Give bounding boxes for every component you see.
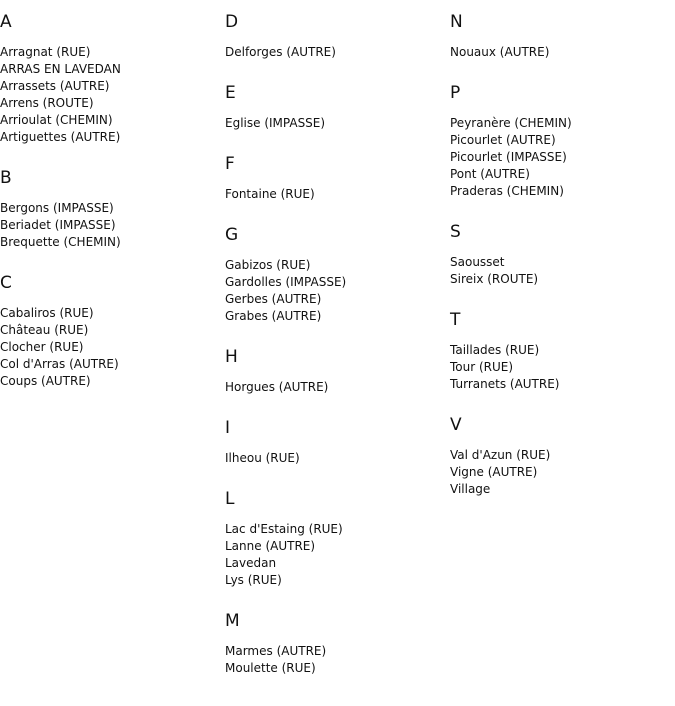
street-link[interactable]: Marmes (AUTRE) — [225, 644, 327, 658]
street-list — [450, 115, 670, 200]
street-link[interactable]: Turranets (AUTRE) — [450, 377, 560, 391]
letter-group — [225, 344, 445, 396]
street-link[interactable]: Picourlet (AUTRE) — [450, 133, 556, 147]
street-link[interactable]: Horgues (AUTRE) — [225, 380, 329, 394]
letter-heading: L — [225, 489, 235, 509]
street-list — [225, 44, 445, 61]
street-link[interactable]: Lanne (AUTRE) — [225, 539, 316, 553]
street-link[interactable]: Artiguettes (AUTRE) — [0, 130, 121, 144]
letter-heading: V — [450, 415, 462, 435]
index-column-1 — [0, 9, 220, 409]
letter-group — [225, 608, 445, 677]
letter-heading: T — [450, 310, 461, 330]
letter-heading: A — [0, 12, 12, 32]
street-link[interactable]: Fontaine (RUE) — [225, 187, 315, 201]
letter-group — [225, 9, 445, 61]
letter-group — [450, 80, 670, 200]
letter-group — [225, 80, 445, 132]
letter-group — [0, 270, 220, 390]
street-list — [225, 450, 445, 467]
letter-heading: H — [225, 347, 238, 367]
street-link[interactable]: Arragnat (RUE) — [0, 45, 91, 59]
street-list — [225, 257, 445, 325]
letter-heading: C — [0, 273, 12, 293]
street-list — [0, 305, 220, 390]
letter-group — [225, 415, 445, 467]
street-link[interactable]: Praderas (CHEMIN) — [450, 184, 564, 198]
street-link[interactable]: Village — [450, 482, 491, 496]
letter-heading: G — [225, 225, 239, 245]
street-list — [450, 447, 670, 498]
letter-group — [450, 412, 670, 498]
street-link[interactable]: ARRAS EN LAVEDAN — [0, 62, 121, 76]
street-link[interactable]: Grabes (AUTRE) — [225, 309, 322, 323]
street-link[interactable]: Eglise (IMPASSE) — [225, 116, 326, 130]
street-link[interactable]: Lac d'Estaing (RUE) — [225, 522, 343, 536]
street-link[interactable]: Château (RUE) — [0, 323, 89, 337]
street-link[interactable]: Col d'Arras (AUTRE) — [0, 357, 119, 371]
letter-group — [225, 151, 445, 203]
street-link[interactable]: Vigne (AUTRE) — [450, 465, 538, 479]
index-column-2 — [225, 9, 445, 696]
street-link[interactable]: Saousset — [450, 255, 505, 269]
street-list — [225, 115, 445, 132]
street-list — [0, 44, 220, 146]
street-list — [225, 379, 445, 396]
street-link[interactable]: Brequette (CHEMIN) — [0, 235, 121, 249]
street-list — [450, 44, 670, 61]
street-link[interactable]: Arrens (ROUTE) — [0, 96, 94, 110]
street-link[interactable]: Beriadet (IMPASSE) — [0, 218, 116, 232]
street-link[interactable]: Bergons (IMPASSE) — [0, 201, 114, 215]
street-link[interactable]: Ilheou (RUE) — [225, 451, 300, 465]
street-link[interactable]: Lavedan — [225, 556, 277, 570]
street-link[interactable]: Tour (RUE) — [450, 360, 514, 374]
letter-heading: B — [0, 168, 12, 188]
street-link[interactable]: Pont (AUTRE) — [450, 167, 530, 181]
letter-heading: F — [225, 154, 235, 174]
street-list — [225, 643, 445, 677]
street-link[interactable]: Picourlet (IMPASSE) — [450, 150, 567, 164]
street-link[interactable]: Delforges (AUTRE) — [225, 45, 336, 59]
street-link[interactable]: Arrioulat (CHEMIN) — [0, 113, 113, 127]
street-link[interactable]: Gabizos (RUE) — [225, 258, 311, 272]
letter-heading: D — [225, 12, 239, 32]
street-list — [0, 200, 220, 251]
street-link[interactable]: Taillades (RUE) — [450, 343, 540, 357]
street-list — [450, 342, 670, 393]
street-link[interactable]: Peyranère (CHEMIN) — [450, 116, 572, 130]
street-list — [225, 186, 445, 203]
index-column-3 — [450, 9, 670, 517]
street-link[interactable]: Sireix (ROUTE) — [450, 272, 539, 286]
letter-group — [225, 486, 445, 589]
street-link[interactable]: Moulette (RUE) — [225, 661, 316, 675]
street-list — [225, 521, 445, 589]
letter-heading: S — [450, 222, 461, 242]
street-link[interactable]: Clocher (RUE) — [0, 340, 84, 354]
letter-group — [0, 9, 220, 146]
letter-group — [450, 307, 670, 393]
street-list — [450, 254, 670, 288]
street-link[interactable]: Gardolles (IMPASSE) — [225, 275, 347, 289]
letter-heading: N — [450, 12, 463, 32]
letter-heading: M — [225, 611, 240, 631]
street-link[interactable]: Val d'Azun (RUE) — [450, 448, 551, 462]
letter-group — [450, 9, 670, 61]
street-link[interactable]: Coups (AUTRE) — [0, 374, 91, 388]
street-link[interactable]: Cabaliros (RUE) — [0, 306, 94, 320]
street-link[interactable]: Gerbes (AUTRE) — [225, 292, 322, 306]
letter-group — [0, 165, 220, 251]
street-link[interactable]: Nouaux (AUTRE) — [450, 45, 550, 59]
letter-group — [225, 222, 445, 325]
letter-heading: I — [225, 418, 231, 438]
letter-group — [450, 219, 670, 288]
street-link[interactable]: Lys (RUE) — [225, 573, 282, 587]
street-link[interactable]: Arrassets (AUTRE) — [0, 79, 110, 93]
letter-heading: E — [225, 83, 236, 103]
letter-heading: P — [450, 83, 461, 103]
